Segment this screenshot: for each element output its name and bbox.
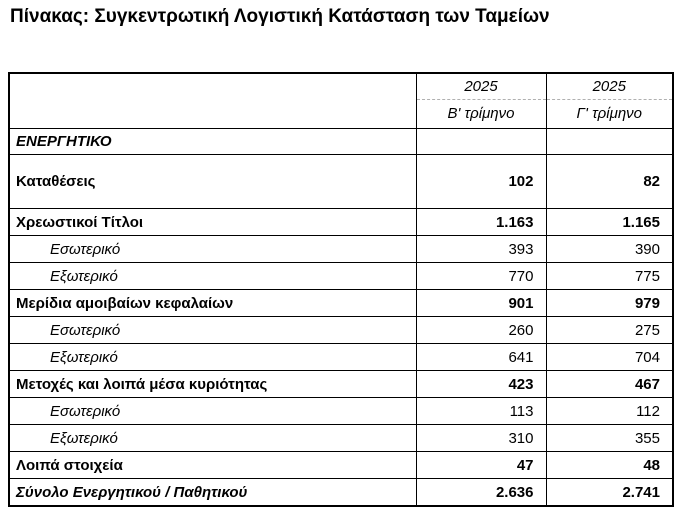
row-label: Λοιπά στοιχεία bbox=[9, 452, 416, 479]
row-label: Μερίδια αμοιβαίων κεφαλαίων bbox=[9, 290, 416, 317]
row-label: ΕΝΕΡΓΗΤΙΚΟ bbox=[9, 129, 416, 155]
row-value: 102 bbox=[416, 155, 546, 209]
row-label: Εσωτερικό bbox=[9, 398, 416, 425]
row-value: 113 bbox=[416, 398, 546, 425]
table-row bbox=[9, 129, 673, 155]
row-value: 2.636 bbox=[416, 479, 546, 507]
header-year-q3: 2025 bbox=[547, 74, 673, 100]
row-value bbox=[546, 129, 673, 155]
header-quarter-q2: Β' τρίμηνο bbox=[447, 105, 515, 122]
row-value: 48 bbox=[546, 452, 673, 479]
row-value: 393 bbox=[416, 236, 546, 263]
row-value: 390 bbox=[546, 236, 673, 263]
row-label: Μετοχές και λοιπά μέσα κυριότητας bbox=[9, 371, 416, 398]
table-row bbox=[9, 209, 673, 236]
table-row bbox=[9, 452, 673, 479]
row-label: Εξωτερικό bbox=[9, 263, 416, 290]
row-value bbox=[416, 129, 546, 155]
table-row bbox=[9, 371, 673, 398]
row-value: 770 bbox=[416, 263, 546, 290]
table-row bbox=[9, 398, 673, 425]
funds-summary-table bbox=[8, 72, 674, 507]
table-row bbox=[9, 155, 673, 209]
header-quarter-q3: Γ' τρίμηνο bbox=[576, 105, 642, 122]
row-value: 355 bbox=[546, 425, 673, 452]
row-value: 112 bbox=[546, 398, 673, 425]
row-value: 704 bbox=[546, 344, 673, 371]
row-value: 979 bbox=[546, 290, 673, 317]
row-value: 1.163 bbox=[416, 209, 546, 236]
table-row bbox=[9, 263, 673, 290]
page-title: Πίνακας: Συγκεντρωτική Λογιστική Κατάσταση των Ταμείων bbox=[10, 6, 550, 27]
row-label: Εξωτερικό bbox=[9, 344, 416, 371]
header-label-column bbox=[9, 73, 416, 129]
table-row bbox=[9, 236, 673, 263]
header-column-q3 bbox=[546, 73, 673, 129]
row-value: 2.741 bbox=[546, 479, 673, 507]
row-label: Εσωτερικό bbox=[9, 236, 416, 263]
row-value: 275 bbox=[546, 317, 673, 344]
row-value: 82 bbox=[546, 155, 673, 209]
row-value: 260 bbox=[416, 317, 546, 344]
row-label: Σύνολο Ενεργητικού / Παθητικού bbox=[9, 479, 416, 507]
row-value: 310 bbox=[416, 425, 546, 452]
row-value: 641 bbox=[416, 344, 546, 371]
row-value: 467 bbox=[546, 371, 673, 398]
table-body bbox=[9, 129, 673, 507]
header-year-q2: 2025 bbox=[417, 74, 546, 100]
row-value: 423 bbox=[416, 371, 546, 398]
row-label: Εσωτερικό bbox=[9, 317, 416, 344]
row-value: 901 bbox=[416, 290, 546, 317]
row-value: 775 bbox=[546, 263, 673, 290]
row-label: Εξωτερικό bbox=[9, 425, 416, 452]
table-header bbox=[9, 73, 673, 129]
row-label: Καταθέσεις bbox=[9, 155, 416, 209]
table-row bbox=[9, 290, 673, 317]
header-row bbox=[9, 73, 673, 129]
row-label: Χρεωστικοί Τίτλοι bbox=[9, 209, 416, 236]
header-column-q2 bbox=[416, 73, 546, 129]
table-row bbox=[9, 317, 673, 344]
table-row bbox=[9, 344, 673, 371]
table-row bbox=[9, 479, 673, 507]
row-value: 1.165 bbox=[546, 209, 673, 236]
table-row bbox=[9, 425, 673, 452]
row-value: 47 bbox=[416, 452, 546, 479]
